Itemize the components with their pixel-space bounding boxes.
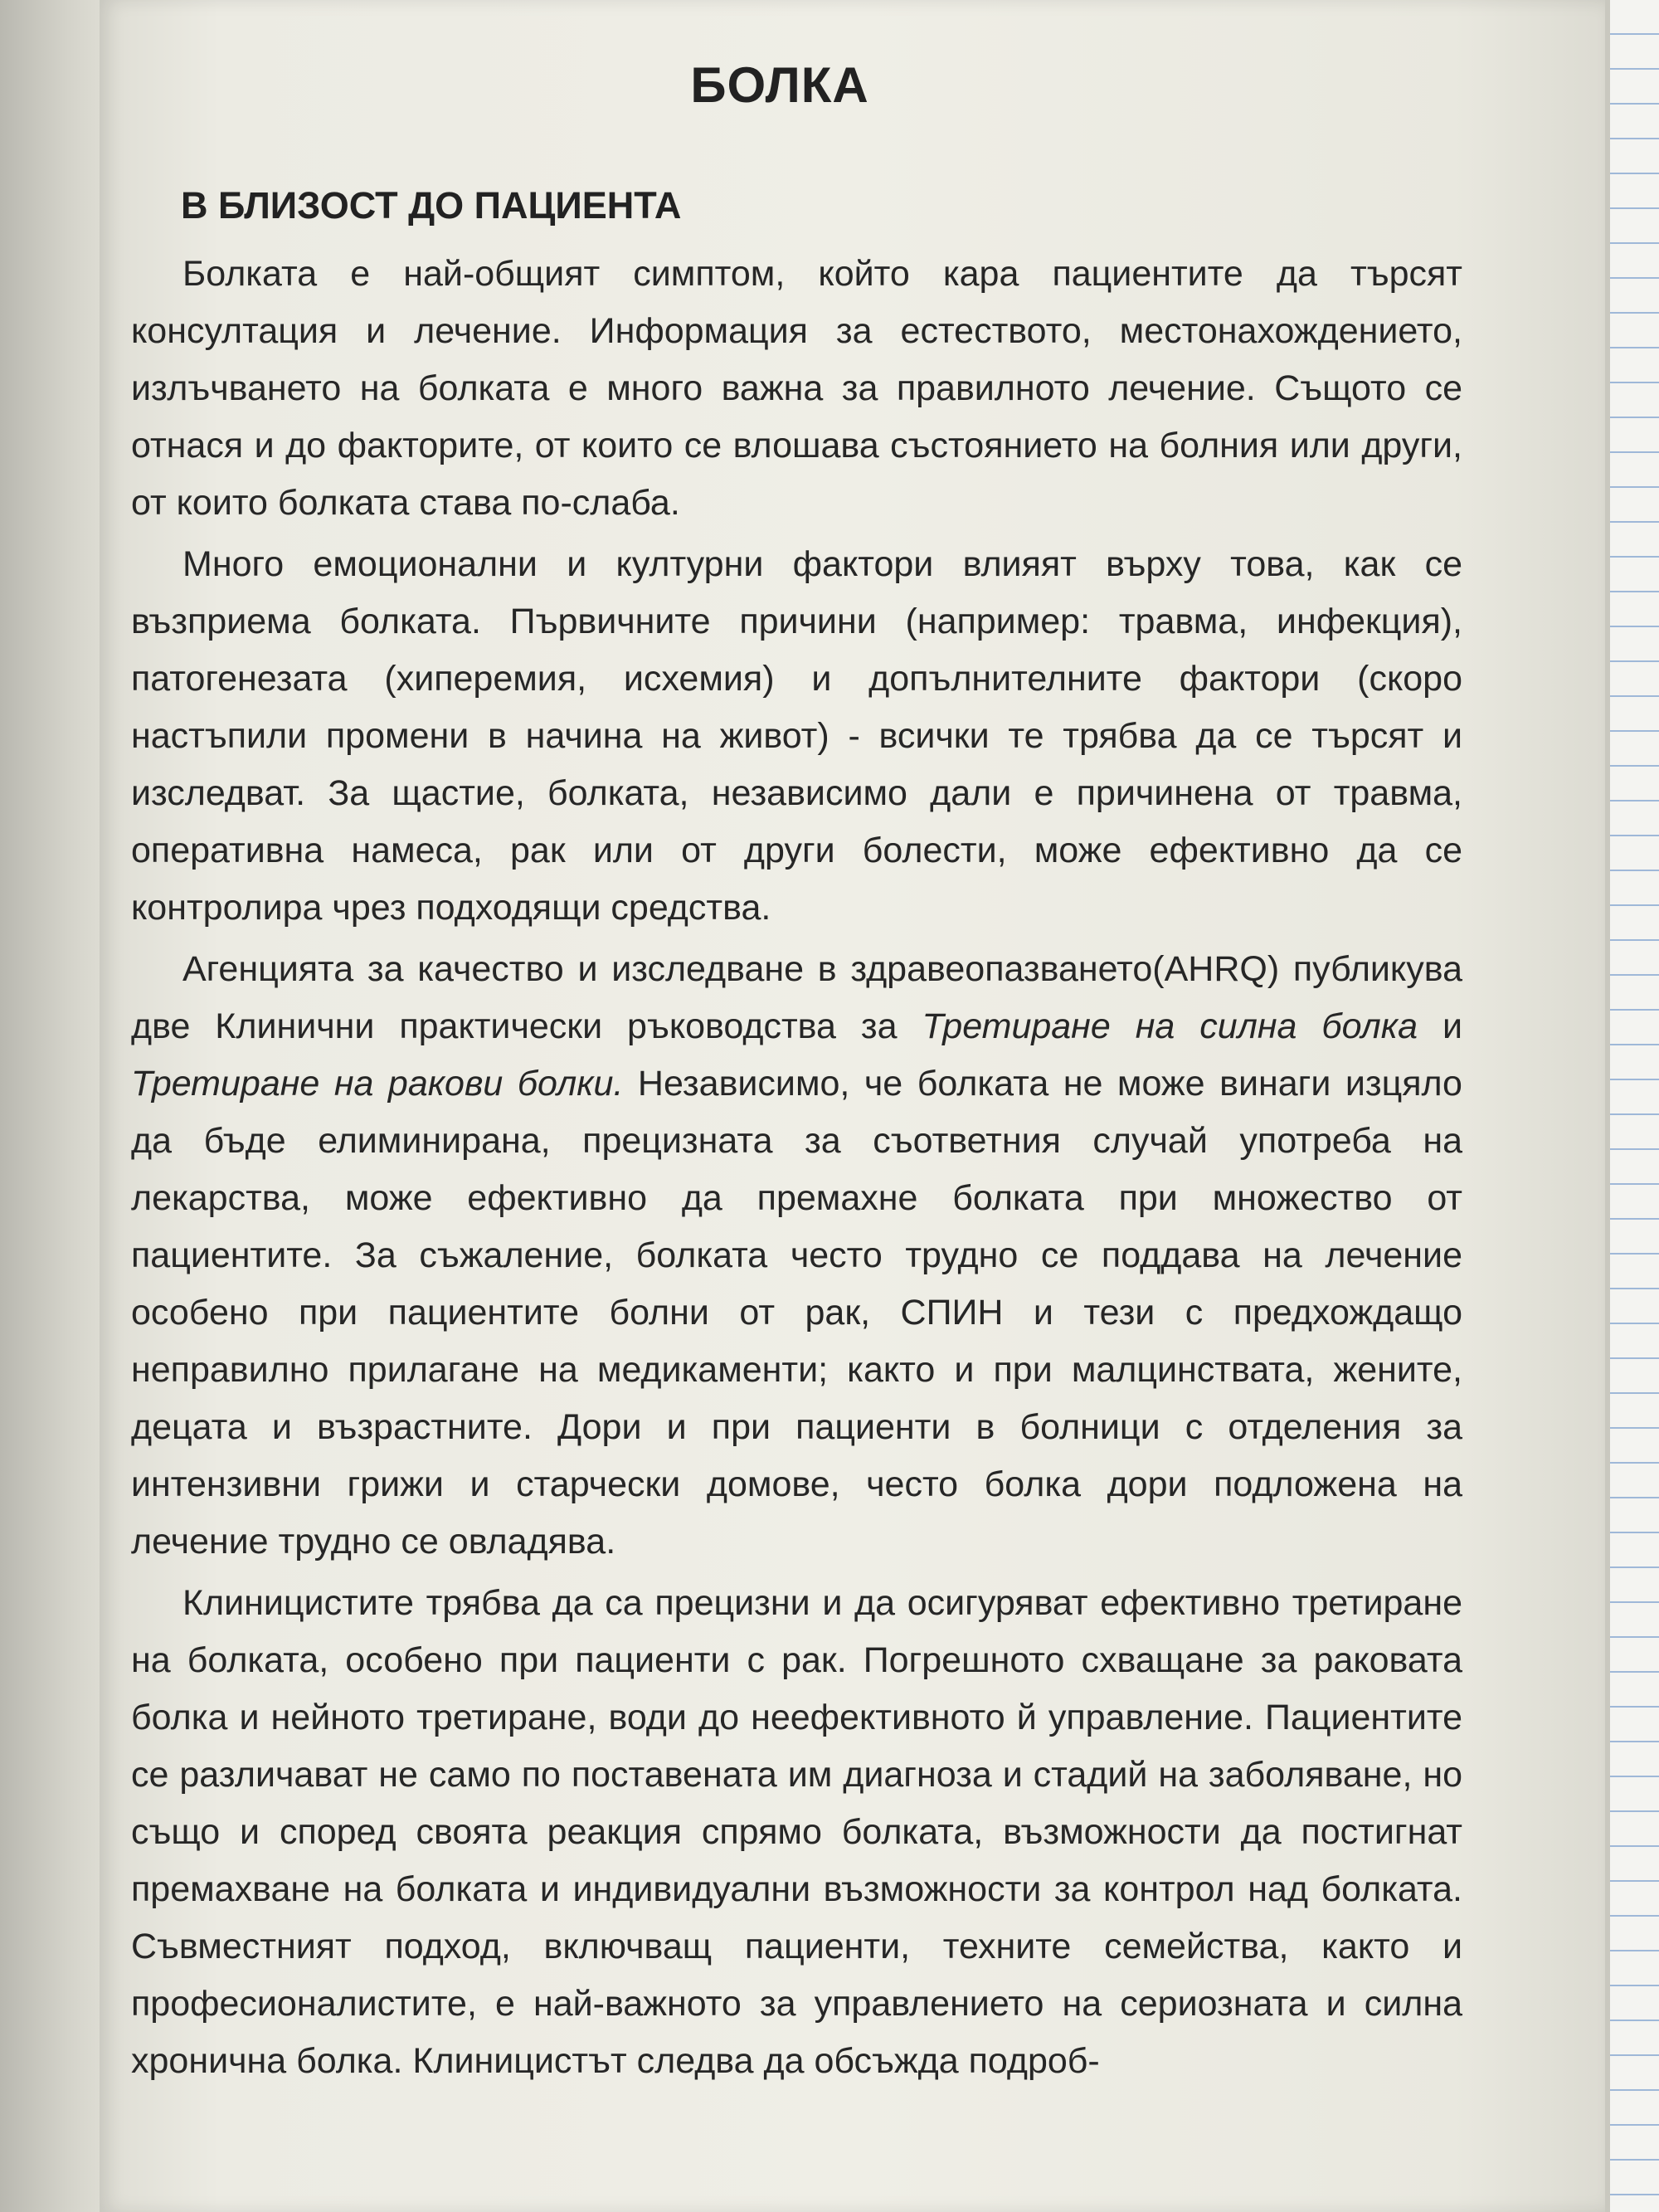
paragraph-1: Болката е най-общият симптом, който кара пациентите да търсят консултация и лечение. Информация за естеството, местонахождението, излъчването на болката е много важна за правилното лечение. Същото се отнася и до факторите, от които се влошава състоянието на болния или други, от които болката става по-слаба. — [131, 254, 1462, 523]
body-text — [131, 246, 1462, 2094]
paragraph-3 — [131, 941, 1462, 1571]
guideline-title-2: Третиране на ракови болки. — [131, 1064, 624, 1104]
paragraph-3-text-a: Агенцията за качество и изследване в здравеопазването(AHRQ) публикува две Клинични практически ръководства за — [131, 949, 1462, 1046]
notebook-paper-edge — [1605, 0, 1659, 2212]
section-heading: В БЛИЗОСТ ДО ПАЦИЕНТА — [181, 184, 682, 227]
page-title: БОЛКА — [690, 57, 869, 113]
page-edge-shadow — [1605, 0, 1610, 2212]
paragraph-3-text-c: Независимо, че болката не може винаги изцяло да бъде елиминирана, прецизната за съответния случай употреба на лекарства, може ефективно да премахне болката при множество от пациентите. За съжаление, болката често трудно се поддава на лечение особено при пациентите болни от рак, СПИН и тези с предхождащо неправилно прилагане на медикаменти; както и при малцинствата, жените, децата и възрастните. Дори и при пациенти в болници с отделения за интензивни грижи и старчески домове, често болка дори подложена на лечение трудно се овладява. — [131, 1064, 1462, 1562]
paragraph-3-text-b: и — [1418, 1006, 1462, 1046]
paragraph-4: Клиницистите трябва да са прецизни и да осигуряват ефективно третиране на болката, особено при пациенти с рак. Погрешното схващане за раковата болка и нейното третиране, води до неефективното й управление. Пациентите се различават не само по поставената им диагноза и стадий на заболяване, но също и според своята реакция спрямо болката, възможности да постигнат премахване на болката и индивидуални възможности за контрол над болката. Съвместният подход, включващ пациенти, техните семейства, както и професионалистите, е най-важното за управлението на сериозната и силна хронична болка. Клиницистът следва да обсъжда подроб- — [131, 1583, 1462, 2081]
guideline-title-1: Третиране на силна болка — [922, 1006, 1418, 1046]
paragraph-2: Много емоционални и културни фактори влияят върху това, как се възприема болката. Първичните причини (например: травма, инфекция), патогенезата (хиперемия, исхемия) и допълнителните фактори (скоро настъпили промени в начина на живот) - всички те трябва да се търсят и изследват. За щастие, болката, независимо дали е причинена от травма, оперативна намеса, рак или от други болести, може ефективно да се контролира чрез подходящи средства. — [131, 544, 1462, 928]
